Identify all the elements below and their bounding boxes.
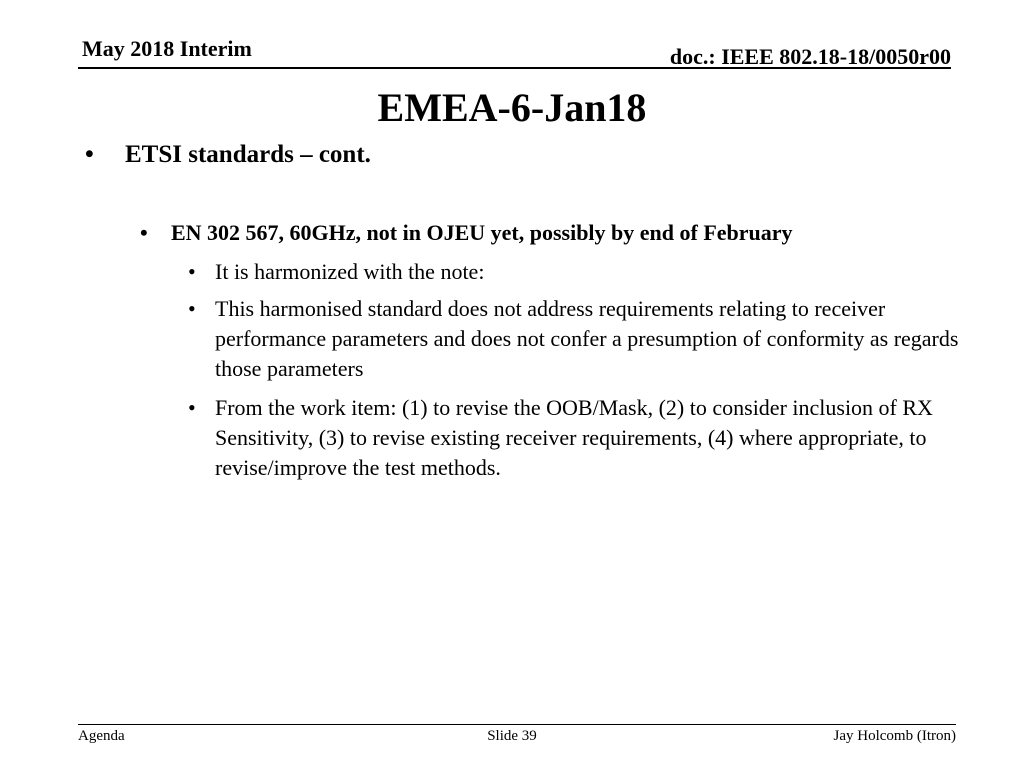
footer-divider: [78, 724, 956, 725]
bullet-marker: •: [188, 259, 196, 284]
bullet-level2: [140, 218, 793, 248]
footer-section: Agenda: [78, 728, 125, 744]
bullet-marker: •: [85, 141, 94, 168]
bullet-level1-text: ETSI standards – cont.: [125, 141, 371, 168]
bullet-marker: •: [140, 220, 148, 245]
header-doc-id: doc.: IEEE 802.18-18/0050r00: [669, 44, 951, 69]
bullet-level3-text: It is harmonized with the note:: [215, 259, 485, 284]
bullet-level3-item: [188, 393, 978, 483]
bullet-marker: •: [188, 395, 196, 420]
bullet-level3-item: [188, 294, 978, 384]
bullet-level3-item: [188, 257, 978, 287]
bullet-marker: •: [188, 296, 196, 321]
bullet-level2-text: EN 302 567, 60GHz, not in OJEU yet, possibly by end of February: [171, 220, 793, 245]
header-date: May 2018 Interim: [82, 36, 252, 61]
header-divider: [78, 67, 951, 69]
footer-slide-number: Slide 39: [487, 728, 537, 744]
slide-title: EMEA-6-Jan18: [377, 85, 647, 130]
bullet-level1: [85, 138, 371, 172]
footer-author: Jay Holcomb (Itron): [833, 728, 956, 744]
bullet-level3-text: From the work item: (1) to revise the OOB/Mask, (2) to consider inclusion of RX Sensitivity, (3) to revise existing receiver requirements, (4) where appropriate, to revise/improve the test methods.: [215, 395, 933, 480]
bullet-level3-text: This harmonised standard does not address requirements relating to receiver performance parameters and does not confer a presumption of conformity as regards those parameters: [215, 296, 959, 381]
